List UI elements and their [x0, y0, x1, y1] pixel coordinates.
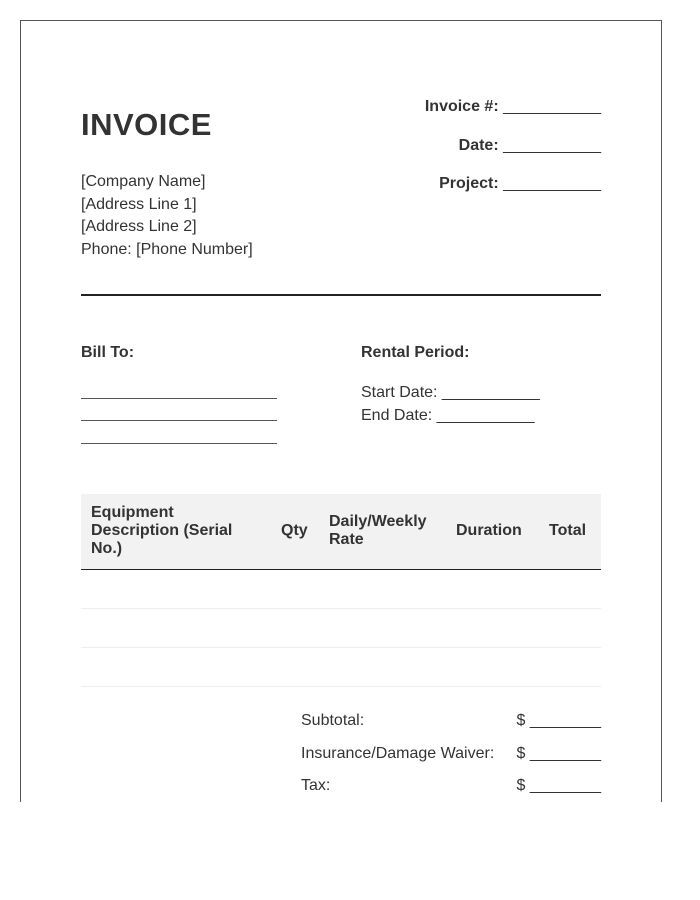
date-field[interactable]: ___________ [503, 136, 601, 154]
insurance-row [301, 736, 601, 769]
table-cell[interactable] [319, 569, 446, 608]
project-field[interactable]: ___________ [503, 175, 601, 192]
insurance-field[interactable]: $ ________ [516, 744, 601, 762]
table-cell[interactable] [271, 647, 319, 686]
rental-dates [361, 382, 540, 427]
subtotal-field[interactable]: $ ________ [516, 712, 601, 729]
insurance-label: Insurance/Damage Waiver: [301, 744, 495, 762]
company-address-line-1: [Address Line 1] [81, 195, 197, 213]
header-rate: Daily/Weekly Rate [319, 494, 446, 569]
table-cell[interactable] [446, 569, 539, 608]
subtotal-label: Subtotal: [301, 712, 365, 729]
project-row [425, 175, 601, 214]
tax-field[interactable]: $ ________ [516, 777, 601, 794]
bill-to-line-2[interactable] [81, 420, 277, 421]
header-duration: Duration [446, 494, 539, 569]
date-label: Date: [458, 136, 499, 154]
invoice-number-label: Invoice #: [424, 98, 499, 115]
bill-to-line-1[interactable] [81, 398, 277, 399]
rental-period-label: Rental Period: [361, 344, 470, 361]
header-qty: Qty [271, 494, 319, 569]
table-cell[interactable] [446, 647, 539, 686]
table-cell[interactable] [446, 608, 539, 647]
company-phone: Phone: [Phone Number] [81, 240, 253, 258]
header-divider [81, 294, 601, 296]
table-row[interactable] [81, 647, 601, 686]
table-cell[interactable] [81, 569, 271, 608]
equipment-table [81, 494, 601, 687]
date-row [425, 137, 601, 176]
table-cell[interactable] [539, 569, 601, 608]
company-name: [Company Name] [81, 173, 206, 190]
table-row[interactable] [81, 608, 601, 647]
project-label: Project: [439, 175, 499, 192]
table-cell[interactable] [81, 647, 271, 686]
table-cell[interactable] [81, 608, 271, 647]
invoice-meta [425, 98, 601, 214]
table-cell[interactable] [271, 569, 319, 608]
bill-to-line-3[interactable] [81, 443, 277, 444]
end-date-field[interactable]: End Date: ___________ [361, 406, 535, 424]
table-header-row [81, 494, 601, 569]
table-row[interactable] [81, 569, 601, 608]
invoice-page [20, 20, 662, 802]
table-cell[interactable] [539, 608, 601, 647]
invoice-number-row [425, 98, 601, 137]
company-info [81, 171, 253, 261]
tax-label: Tax: [301, 777, 331, 794]
table-cell[interactable] [271, 608, 319, 647]
header-description: Equipment Description (Serial No.) [81, 494, 271, 569]
totals-section [301, 703, 601, 801]
invoice-title: INVOICE [81, 107, 212, 142]
invoice-number-field[interactable]: ___________ [503, 98, 601, 115]
subtotal-row [301, 703, 601, 736]
company-address-line-2: [Address Line 2] [81, 218, 197, 235]
table-cell[interactable] [319, 608, 446, 647]
table-cell[interactable] [539, 647, 601, 686]
tax-row [301, 768, 601, 801]
start-date-field[interactable]: Start Date: ___________ [361, 384, 540, 401]
bill-to-label: Bill To: [81, 344, 135, 361]
table-cell[interactable] [319, 647, 446, 686]
header-total: Total [539, 494, 601, 569]
